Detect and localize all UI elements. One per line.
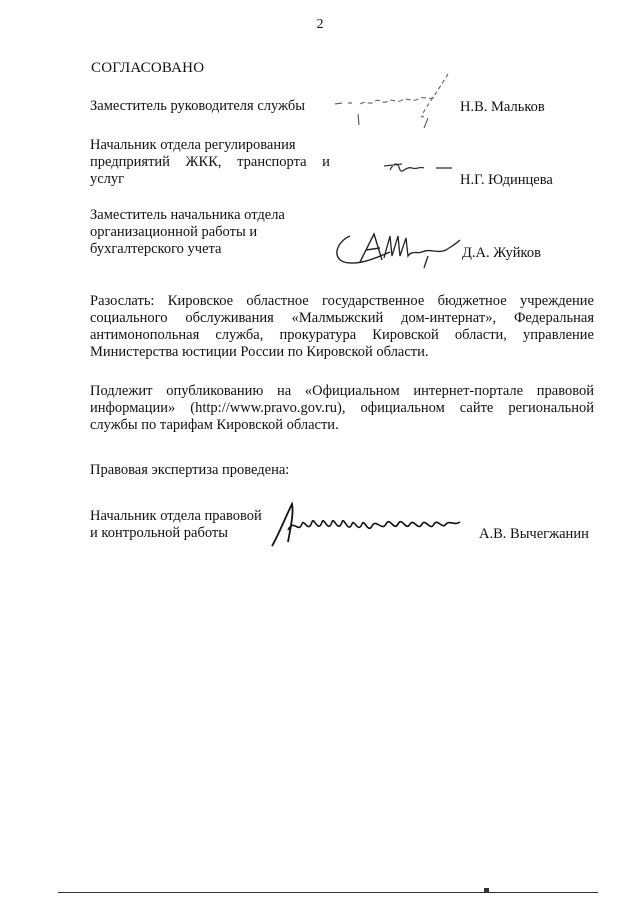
signature-zhuikov — [330, 228, 465, 270]
publication-paragraph — [90, 383, 594, 434]
publication-line: информации» (http://www.pravo.gov.ru), официальном сайте региональной — [90, 400, 594, 416]
footer-rule — [58, 892, 598, 893]
footer-mark — [484, 888, 489, 893]
approver-title-line: бухгалтерского учета — [90, 241, 222, 257]
legal-signer-title-line: Начальник отдела правовой — [90, 508, 262, 524]
approver-title-3 — [90, 207, 285, 258]
approver-title-2 — [90, 137, 335, 188]
distribution-line: социального обслуживания «Малмыжский дом-интернат», Федеральная — [90, 310, 594, 326]
approver-title-line: Заместитель руководителя службы — [90, 98, 306, 114]
approval-heading: СОГЛАСОВАНО — [91, 60, 205, 76]
signature-malkov — [330, 70, 460, 132]
distribution-paragraph — [90, 293, 594, 361]
legal-signer-name: А.В. Вычегжанин — [479, 526, 589, 542]
approver-name-2: Н.Г. Юдинцева — [460, 172, 553, 188]
distribution-line: Министерства юстиции России по Кировской области. — [90, 344, 429, 360]
signature-vychegzhanin — [268, 500, 468, 550]
approver-title-line: Начальник отдела регулирования — [90, 137, 296, 153]
approver-title-line-justified — [90, 154, 335, 171]
publication-line: службы по тарифам Кировской области. — [90, 417, 339, 433]
approver-name-3: Д.А. Жуйков — [462, 245, 541, 261]
publication-line: Подлежит опубликованию на «Официальном интернет-портале правовой — [90, 383, 594, 399]
legal-signer-title-line: и контрольной работы — [90, 525, 228, 541]
distribution-line: антимонопольная служба, прокуратура Кировской области, управление — [90, 327, 594, 343]
approver-title-1 — [90, 98, 305, 115]
approver-title-line: Заместитель начальника отдела — [90, 207, 285, 223]
legal-review-note: Правовая экспертиза проведена: — [90, 462, 290, 478]
page-number: 2 — [316, 17, 324, 32]
distribution-line: Разослать: Кировское областное государственное бюджетное учреждение — [90, 293, 594, 309]
approver-title-line: предприятий ЖКК, транспорта и — [90, 154, 330, 170]
approver-title-line: услуг — [90, 171, 125, 187]
approver-title-line: организационной работы и — [90, 224, 258, 240]
signature-yudintseva — [380, 156, 460, 180]
legal-signer-title — [90, 508, 262, 542]
approver-name-1: Н.В. Мальков — [460, 99, 545, 115]
